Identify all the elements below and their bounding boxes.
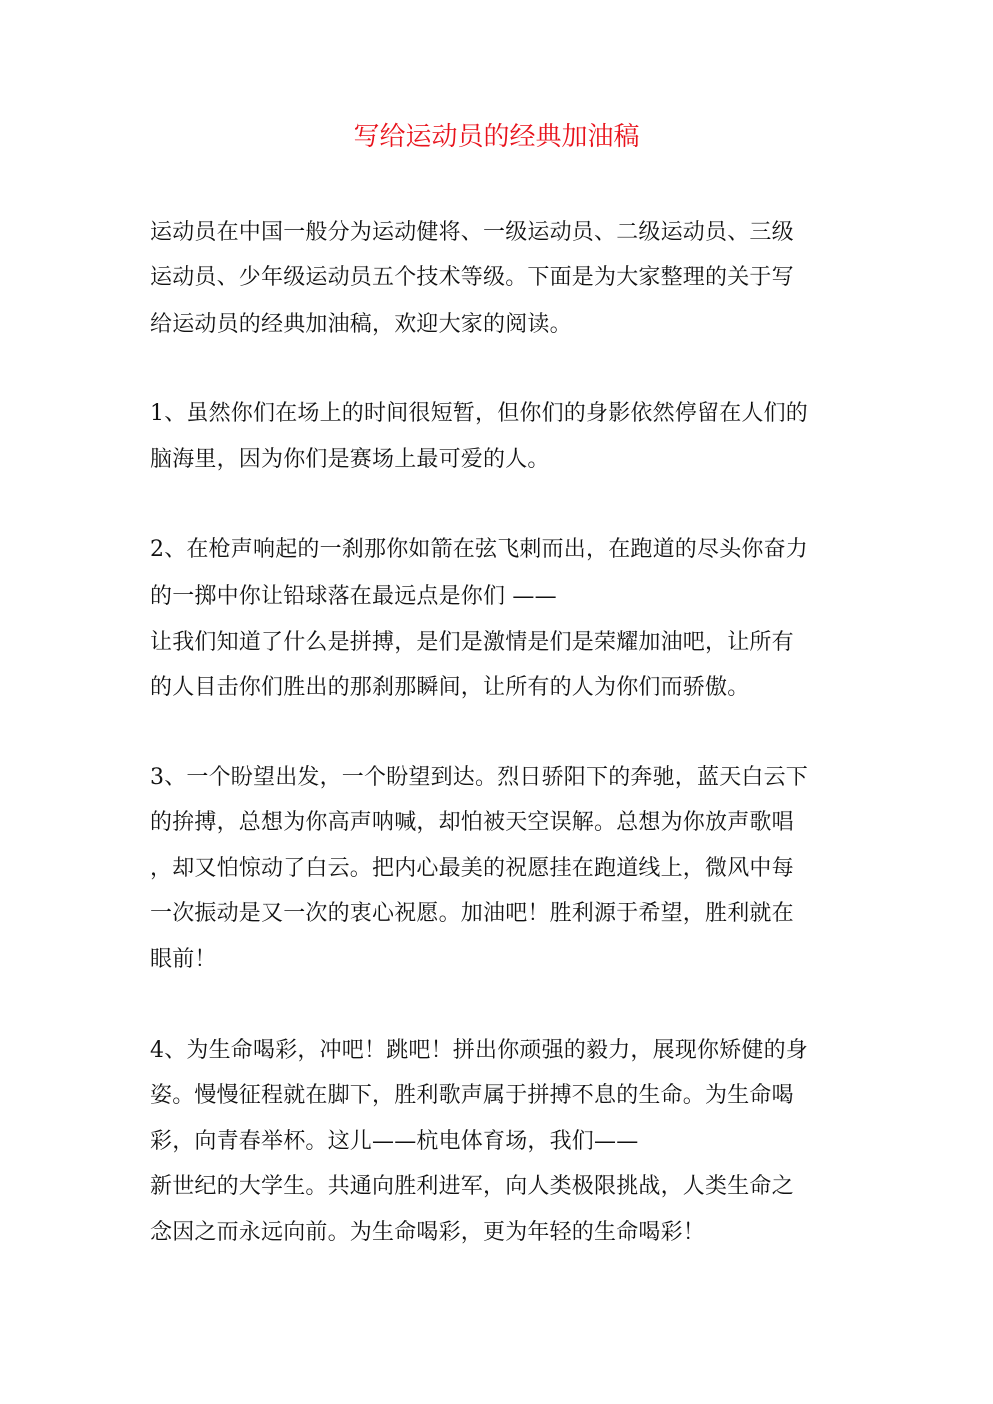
item-4-line: 姿。慢慢征程就在脚下，胜利歌声属于拼搏不息的生命。为生命喝 (150, 1083, 794, 1108)
intro-line: 运动员、少年级运动员五个技术等级。下面是为大家整理的关于写 (150, 265, 794, 290)
item-3-line: 的拚搏，总想为你高声呐喊，却怕被天空误解。总想为你放声歌唱 (150, 810, 794, 835)
item-3-line: ，却又怕惊动了白云。把内心最美的祝愿挂在跑道线上，微风中每 (150, 856, 794, 881)
item-4-line: 4、为生命喝彩，冲吧！跳吧！拼出你顽强的毅力，展现你矫健的身 (150, 1038, 808, 1063)
item-3-line: 眼前！ (150, 947, 217, 972)
item-4-line: 彩，向青春举杯。这儿——杭电体育场，我们—— (150, 1129, 639, 1154)
item-4-line: 新世纪的大学生。共通向胜利进军，向人类极限挑战，人类生命之 (150, 1174, 794, 1199)
item-2-line: 的人目击你们胜出的那刹那瞬间，让所有的人为你们而骄傲。 (150, 675, 750, 700)
item-1-line: 脑海里，因为你们是赛场上最可爱的人。 (150, 447, 550, 472)
intro-line: 给运动员的经典加油稿，欢迎大家的阅读。 (150, 312, 572, 337)
item-2-line: 2、在枪声响起的一刹那你如箭在弦飞刺而出，在跑道的尽头你奋力 (150, 537, 808, 562)
item-3-line: 一次振动是又一次的衷心祝愿。加油吧！胜利源于希望，胜利就在 (150, 901, 794, 926)
item-3-line: 3、一个盼望出发，一个盼望到达。烈日骄阳下的奔驰，蓝天白云下 (150, 765, 808, 790)
intro-line: 运动员在中国一般分为运动健将、一级运动员、二级运动员、三级 (150, 220, 794, 245)
item-4-line: 念因之而永远向前。为生命喝彩，更为年轻的生命喝彩！ (150, 1220, 706, 1245)
item-2-line: 让我们知道了什么是拼搏，是们是激情是们是荣耀加油吧，让所有 (150, 630, 794, 655)
item-1-line: 1、虽然你们在场上的时间很短暂，但你们的身影依然停留在人们的 (150, 401, 808, 426)
item-2-line: 的一掷中你让铅球落在最远点是你们 —— (150, 584, 557, 609)
document-title: 写给运动员的经典加油稿 (353, 122, 640, 152)
